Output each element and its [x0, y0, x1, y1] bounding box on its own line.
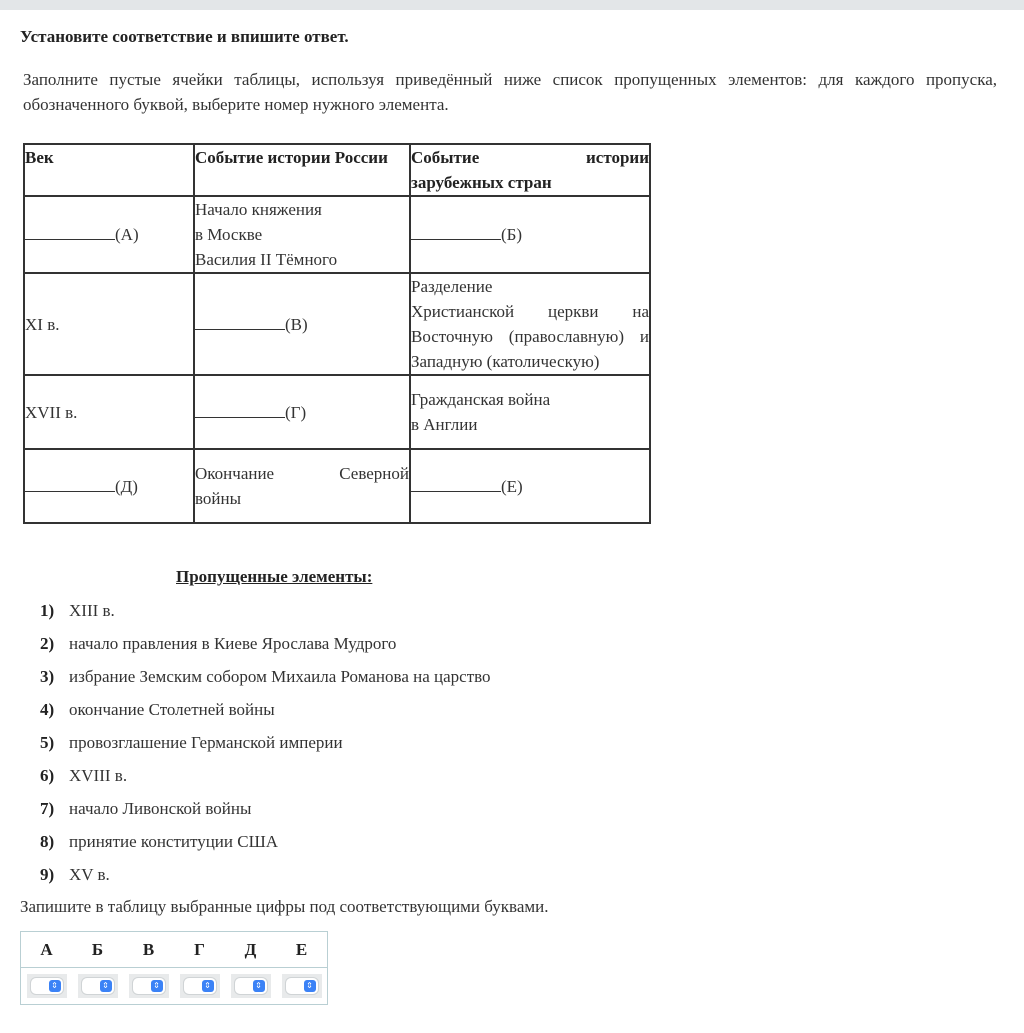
item-text: принятие конституции США	[69, 832, 279, 851]
cell-russia-blank-v: (В)	[194, 273, 410, 375]
select-stepper-icon[interactable]: ⇕	[49, 980, 61, 992]
select-box[interactable]	[184, 978, 216, 994]
item-number: 9)	[40, 865, 55, 884]
item-text: начало Ливонской войны	[69, 799, 252, 818]
cell-foreign-blank-b: (Б)	[410, 196, 650, 273]
answer-letter: В	[123, 932, 174, 968]
cell-foreign-event	[410, 273, 650, 375]
cell-line: Восточную (православную) и	[411, 327, 649, 346]
list-item	[40, 798, 491, 831]
answer-select-d[interactable]	[231, 974, 271, 998]
answer-instruction: Запишите в таблицу выбранные цифры под соответствующими буквами.	[20, 897, 549, 916]
item-text: окончание Столетней войны	[69, 700, 275, 719]
list-item	[40, 732, 491, 765]
cell-line: Разделение	[411, 277, 493, 296]
cell-line: Окончание Северной	[195, 464, 409, 483]
select-box[interactable]	[133, 978, 165, 994]
select-box[interactable]	[82, 978, 114, 994]
table-row	[24, 196, 650, 273]
cell-foreign-event	[410, 375, 650, 449]
cell-line: Василия II Тёмного	[195, 250, 338, 269]
answer-select-e[interactable]	[282, 974, 322, 998]
item-number: 8)	[40, 832, 55, 851]
header-foreign	[410, 144, 650, 196]
task-title: Установите соответствие и впишите ответ.	[20, 27, 349, 46]
select-box[interactable]	[31, 978, 63, 994]
select-stepper-icon[interactable]: ⇕	[151, 980, 163, 992]
list-item	[40, 600, 491, 633]
list-item	[40, 633, 491, 666]
answer-table	[20, 931, 328, 1005]
missing-elements-title: Пропущенные элементы:	[176, 567, 373, 586]
task-instruction: Заполните пустые ячейки таблицы, используя приведённый ниже список пропущенных элементов: для каждого пропуска, обозначенного буквой, выберите номер нужного элемента.	[23, 70, 997, 114]
answer-letter: Е	[276, 932, 328, 968]
item-number: 2)	[40, 634, 55, 653]
item-number: 5)	[40, 733, 55, 752]
cell-russia-blank-g: (Г)	[194, 375, 410, 449]
select-stepper-icon[interactable]: ⇕	[253, 980, 265, 992]
cell-century: XI в.	[24, 273, 194, 375]
answer-letter: Д	[225, 932, 276, 968]
blank-line	[411, 225, 501, 240]
table-row	[24, 449, 650, 523]
select-stepper-icon[interactable]: ⇕	[100, 980, 112, 992]
cell-foreign-blank-e: (Е)	[410, 449, 650, 523]
item-text: провозглашение Германской империи	[69, 733, 343, 752]
top-bar	[0, 0, 1024, 10]
header-russia: Событие истории России	[194, 144, 410, 196]
cell-line: войны	[195, 489, 242, 508]
select-stepper-icon[interactable]: ⇕	[304, 980, 316, 992]
cell-line: в Англии	[411, 415, 478, 434]
list-item	[40, 864, 491, 897]
select-box[interactable]	[286, 978, 318, 994]
cell-line: Западную (католическую)	[411, 352, 600, 371]
cell-century: XVII в.	[24, 375, 194, 449]
answer-select-g[interactable]	[180, 974, 220, 998]
blank-line	[195, 403, 285, 418]
item-number: 3)	[40, 667, 55, 686]
item-number: 7)	[40, 799, 55, 818]
header-century: Век	[24, 144, 194, 196]
blank-line	[411, 477, 501, 492]
cell-line: Христианской церкви на	[411, 302, 649, 321]
blank-line	[195, 315, 285, 330]
blank-line	[25, 477, 115, 492]
cell-line: Начало княжения	[195, 200, 322, 219]
table-header-row	[24, 144, 650, 196]
table-row	[24, 273, 650, 375]
item-text: XV в.	[69, 865, 110, 884]
header-foreign-line2: зарубежных стран	[411, 173, 552, 192]
missing-elements-list	[40, 600, 491, 897]
answer-select-v[interactable]	[129, 974, 169, 998]
item-text: избрание Земским собором Михаила Романова на царство	[69, 667, 491, 686]
answer-letter: Б	[72, 932, 123, 968]
header-foreign-line1: Событие истории	[411, 148, 649, 167]
select-stepper-icon[interactable]: ⇕	[202, 980, 214, 992]
item-text: XVIII в.	[69, 766, 128, 785]
cell-line: в Москве	[195, 225, 263, 244]
answer-letters-row	[21, 932, 328, 968]
list-item	[40, 765, 491, 798]
item-text: начало правления в Киеве Ярослава Мудрого	[69, 634, 397, 653]
item-number: 6)	[40, 766, 55, 785]
answer-letter: Г	[174, 932, 225, 968]
table-row	[24, 375, 650, 449]
item-text: XIII в.	[69, 601, 115, 620]
cell-century-blank-a: (А)	[24, 196, 194, 273]
select-box[interactable]	[235, 978, 267, 994]
list-item	[40, 666, 491, 699]
answer-select-b[interactable]	[78, 974, 118, 998]
cell-century-blank-d: (Д)	[24, 449, 194, 523]
list-item	[40, 831, 491, 864]
list-item	[40, 699, 491, 732]
answer-letter: А	[21, 932, 73, 968]
blank-line	[25, 225, 115, 240]
item-number: 4)	[40, 700, 55, 719]
item-number: 1)	[40, 601, 55, 620]
cell-line: Гражданская война	[411, 390, 551, 409]
answer-select-a[interactable]	[27, 974, 67, 998]
cell-russia-event	[194, 196, 410, 273]
answer-selects-row	[21, 968, 328, 1005]
cell-russia-event	[194, 449, 410, 523]
history-table	[23, 143, 651, 524]
